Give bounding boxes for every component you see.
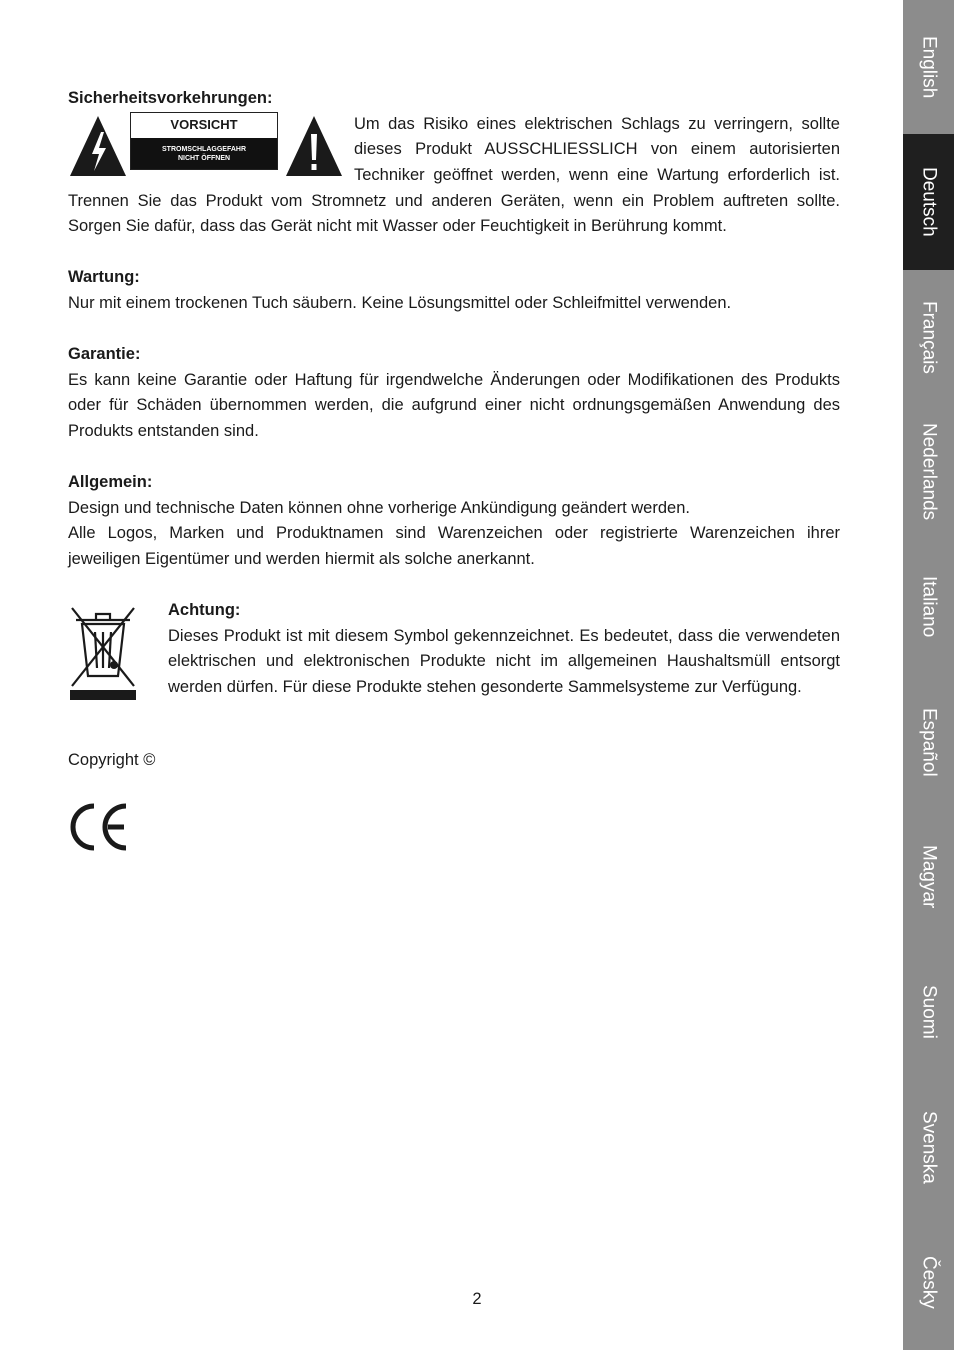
tab-svenska[interactable] (903, 1080, 954, 1214)
safety-line: dieses Produkt AUSSCHLIESSLICH von einem autorisierten (354, 140, 840, 159)
warranty-heading: Garantie: (68, 345, 141, 364)
tab-label: English (918, 35, 940, 99)
safety-line: Um das Risiko eines elektrischen Schlags zu verringern, sollte (354, 114, 840, 133)
ce-mark-icon (68, 802, 130, 852)
tab-suomi[interactable] (903, 944, 954, 1080)
maintenance-heading: Wartung: (68, 268, 140, 287)
general-heading: Allgemein: (68, 473, 153, 492)
warranty-section (68, 342, 840, 444)
tab-nederlands[interactable] (903, 404, 954, 540)
tab-english[interactable] (903, 0, 954, 134)
attention-section (68, 598, 840, 752)
general-section (68, 470, 840, 572)
caution-title: VORSICHT (170, 116, 238, 132)
warranty-text: Es kann keine Garantie oder Haftung für irgendwelche Änderungen oder Modifikationen des Produkts oder für Schäden übernommen werden, die aufgrund einer nicht ordnungsgemäßen Anwendung des Produkts entstanden sind. (68, 370, 840, 440)
general-text-1: Design und technische Daten können ohne vorherige Ankündigung geändert werden. (68, 498, 690, 517)
exclamation-warning-icon (284, 114, 344, 178)
caution-sub-line2: NICHT ÖFFNEN (177, 154, 231, 162)
tab-label: Česky (918, 1255, 940, 1309)
tab-label: Suomi (918, 985, 940, 1039)
tab-italiano[interactable] (903, 540, 954, 674)
tab-label: Magyar (918, 845, 940, 909)
safety-section (68, 86, 840, 240)
tab-label: Svenska (918, 1110, 940, 1184)
tab-cesky[interactable] (903, 1214, 954, 1350)
crossed-out-bin-icon (68, 602, 138, 702)
tab-label: Deutsch (918, 167, 940, 237)
maintenance-text: Nur mit einem trockenen Tuch säubern. Keine Lösungsmittel oder Schleifmittel verwenden. (68, 293, 732, 312)
tab-label: Nederlands (918, 423, 940, 521)
document-body (68, 86, 840, 774)
safety-warning-block (68, 112, 840, 189)
safety-text: Trennen Sie das Produkt vom Stromnetz und anderen Geräten, wenn ein Problem auftreten sollte. Sorgen Sie dafür, dass das Gerät nicht mit Wasser oder Feuchtigkeit in Berührung kommt. (68, 191, 840, 236)
tab-francais[interactable] (903, 270, 954, 404)
safety-heading: Sicherheitsvorkehrungen: (68, 89, 273, 107)
electric-shock-warning-icon (68, 114, 128, 178)
caution-subtitle (131, 138, 277, 169)
safety-line: Techniker geöffnet werden, wenn eine Wartung erforderlich ist. (354, 165, 840, 184)
safety-intro-text (354, 112, 840, 189)
tab-label: Italiano (918, 576, 940, 638)
page-number: 2 (472, 1290, 482, 1308)
caution-label (130, 112, 278, 170)
attention-text: Dieses Produkt ist mit diesem Symbol gekennzeichnet. Es bedeutet, dass die verwendeten elektrischen und elektronischen Produkte nicht im allgemeinen Haushaltsmüll entsorgt werden dürfen. Für diese Produkte stehen gesonderte Sammelsysteme zur Verfügung. (168, 626, 840, 696)
general-text-2: Alle Logos, Marken und Produktnamen sind Warenzeichen oder registrierte Warenzeichen ihrer jeweiligen Eigentümer und werden hiermit als solche anerkannt. (68, 524, 840, 568)
tab-label: Español (918, 707, 940, 777)
tab-label: Français (918, 300, 940, 374)
tab-espanol[interactable] (903, 674, 954, 810)
attention-heading: Achtung: (168, 601, 241, 620)
language-sidebar (903, 0, 954, 1350)
maintenance-section (68, 265, 840, 316)
attention-text-block (168, 598, 840, 700)
caution-sub-line1: STROMSCHLAGGEFAHR (162, 145, 246, 153)
tab-magyar[interactable] (903, 810, 954, 944)
tab-deutsch[interactable] (903, 134, 954, 270)
copyright-text: Copyright © (68, 751, 156, 770)
